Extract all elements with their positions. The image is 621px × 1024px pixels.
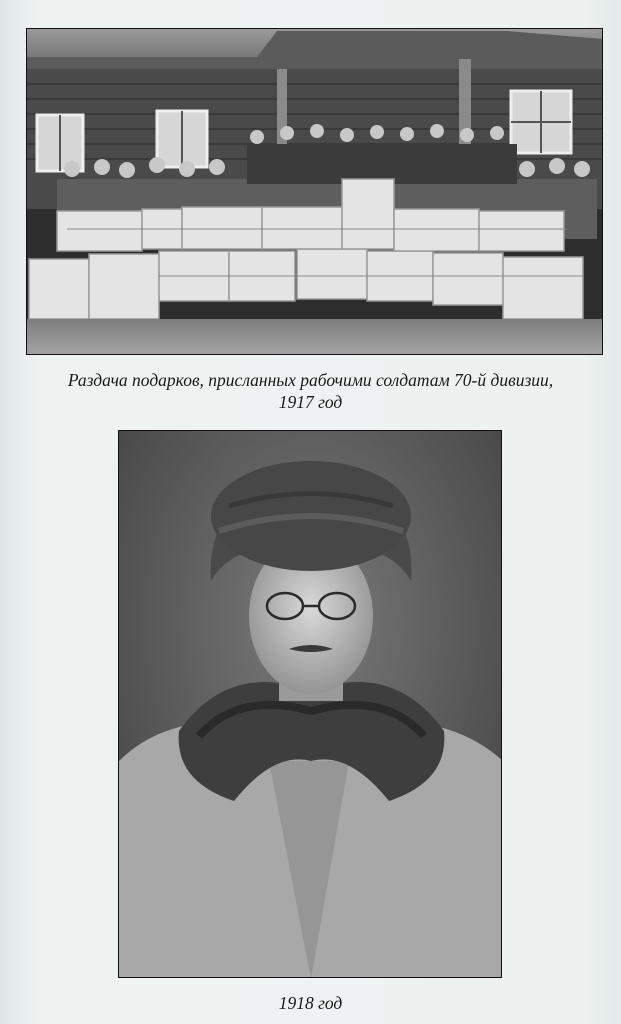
portrait-illustration xyxy=(119,431,502,978)
portrait-photograph xyxy=(118,430,502,978)
group-photograph xyxy=(26,28,603,355)
caption-line-1: Раздача подарков, присланных рабочими солдатам 70-й дивизии, xyxy=(67,370,554,390)
caption-line-2: 1917 год xyxy=(278,392,343,412)
group-photo-caption xyxy=(0,369,621,413)
group-photo-illustration xyxy=(27,29,603,355)
portrait-caption: 1918 год xyxy=(278,993,343,1013)
